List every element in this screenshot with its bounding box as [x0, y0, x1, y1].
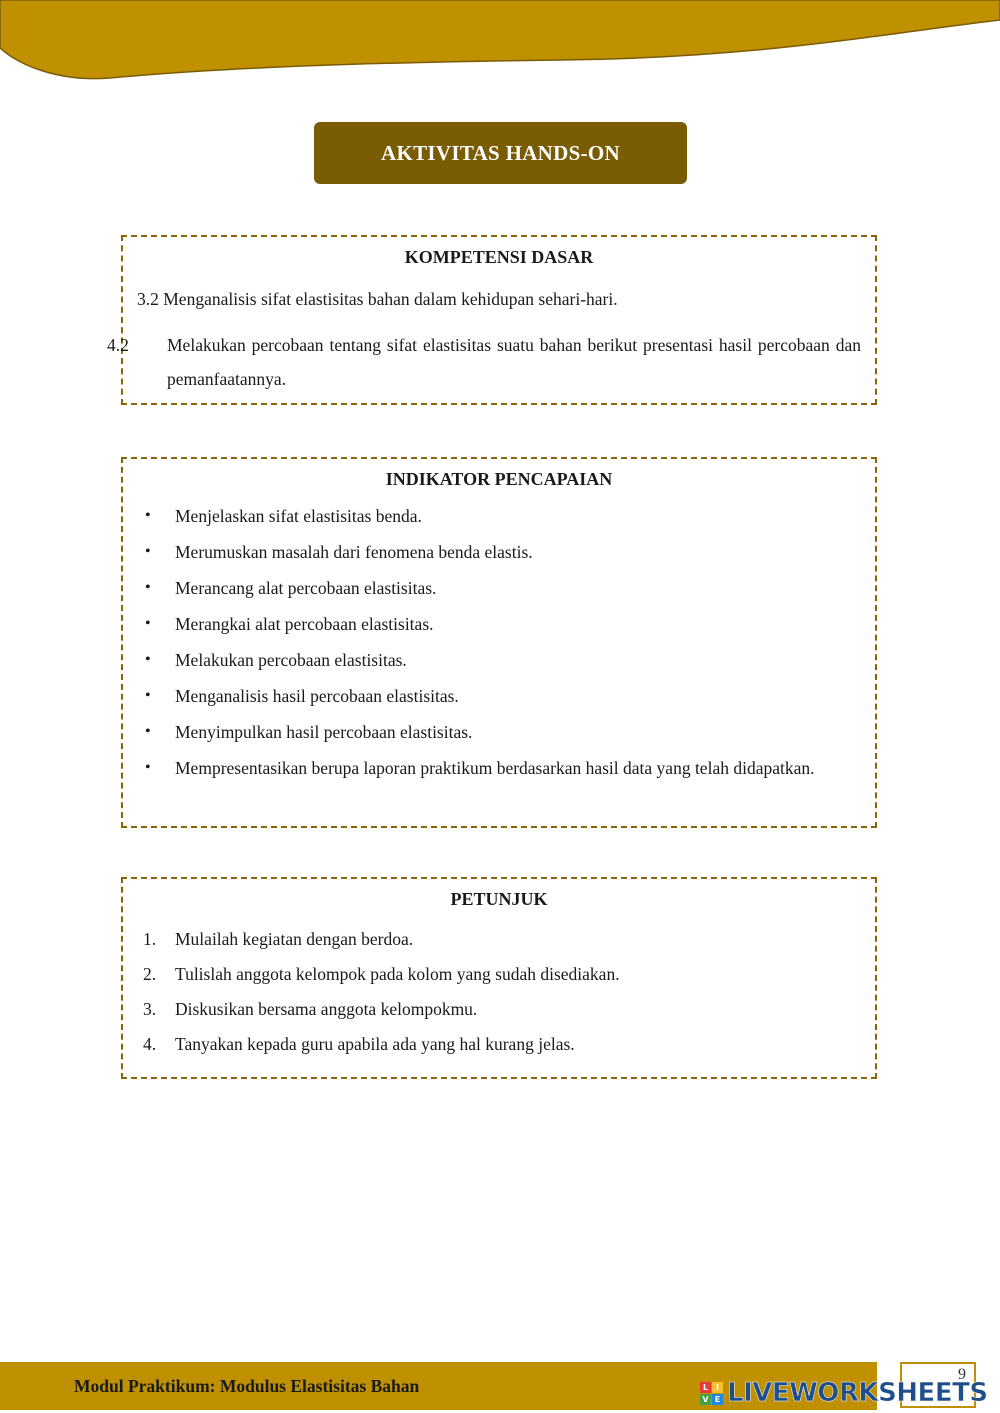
list-item	[137, 750, 861, 786]
indikator-item-text: Merumuskan masalah dari fenomena benda elastis.	[175, 542, 533, 562]
bullet-icon: •	[145, 579, 151, 596]
list-item	[137, 606, 861, 642]
bullet-icon: •	[145, 723, 151, 740]
list-item	[137, 570, 861, 606]
bullet-icon: •	[145, 507, 151, 524]
logo-letter: V	[700, 1394, 711, 1405]
indikator-item-text: Mempresentasikan berupa laporan praktikum berdasarkan hasil data yang telah didapatkan.	[175, 758, 815, 778]
kompetensi-item-text: Melakukan percobaan tentang sifat elastisitas suatu bahan berikut presentasi hasil percobaan dan pemanfaatannya.	[167, 335, 861, 389]
kompetensi-dasar-box	[107, 235, 877, 405]
kompetensi-item	[137, 282, 861, 316]
list-item	[137, 534, 861, 570]
kompetensi-heading: KOMPETENSI DASAR	[404, 247, 594, 267]
indikator-item-text: Merancang alat percobaan elastisitas.	[175, 578, 437, 598]
page-title: AKTIVITAS HANDS-ON	[381, 140, 620, 165]
indikator-pencapaian-box	[121, 457, 877, 828]
step-number: 2.	[143, 964, 157, 984]
indikator-item-text: Melakukan percobaan elastisitas.	[175, 650, 407, 670]
top-wave-decoration	[0, 0, 1000, 90]
step-text: Tanyakan kepada guru apabila ada yang hal kurang jelas.	[175, 1034, 575, 1054]
kompetensi-item-text: Menganalisis sifat elastisitas bahan dalam kehidupan sehari-hari.	[163, 289, 618, 309]
step-text: Mulailah kegiatan dengan berdoa.	[175, 929, 414, 949]
list-item	[137, 992, 861, 1027]
step-number: 1.	[143, 929, 157, 949]
footer-title: Modul Praktikum: Modulus Elastisitas Bahan	[74, 1375, 420, 1396]
kompetensi-item-number: 4.2	[107, 335, 129, 355]
bullet-icon: •	[145, 759, 151, 776]
list-item	[137, 642, 861, 678]
indikator-item-text: Menganalisis hasil percobaan elastisitas.	[175, 686, 459, 706]
logo-letter: L	[700, 1382, 711, 1393]
page-title-banner	[314, 122, 687, 184]
list-item	[137, 1027, 861, 1062]
indikator-item-text: Menyimpulkan hasil percobaan elastisitas.	[175, 722, 473, 742]
petunjuk-heading: PETUNJUK	[450, 889, 548, 909]
bullet-icon: •	[145, 687, 151, 704]
list-item	[137, 714, 861, 750]
petunjuk-list	[137, 922, 861, 1062]
liveworksheets-logo-text: LIVEWORKSHEETS	[727, 1378, 988, 1408]
indikator-item-text: Menjelaskan sifat elastisitas benda.	[175, 506, 422, 526]
list-item	[137, 922, 861, 957]
page-number: 9	[958, 1366, 966, 1383]
list-item	[137, 957, 861, 992]
bullet-icon: •	[145, 615, 151, 632]
logo-letter: I	[712, 1382, 723, 1393]
liveworksheets-logo-icon	[700, 1382, 723, 1405]
step-text: Tulislah anggota kelompok pada kolom yang sudah disediakan.	[175, 964, 620, 984]
petunjuk-box	[121, 877, 877, 1079]
step-number: 3.	[143, 999, 157, 1019]
bullet-icon: •	[145, 543, 151, 560]
indikator-heading: INDIKATOR PENCAPAIAN	[385, 469, 613, 489]
logo-letter: E	[712, 1394, 723, 1405]
indikator-item-text: Merangkai alat percobaan elastisitas.	[175, 614, 434, 634]
list-item	[137, 678, 861, 714]
kompetensi-item	[107, 328, 861, 396]
step-number: 4.	[143, 1034, 157, 1054]
list-item	[137, 498, 861, 534]
bullet-icon: •	[145, 651, 151, 668]
step-text: Diskusikan bersama anggota kelompokmu.	[175, 999, 478, 1019]
liveworksheets-logo[interactable]	[700, 1376, 988, 1410]
indikator-list	[137, 498, 861, 786]
kompetensi-item-number: 3.2	[137, 289, 159, 309]
